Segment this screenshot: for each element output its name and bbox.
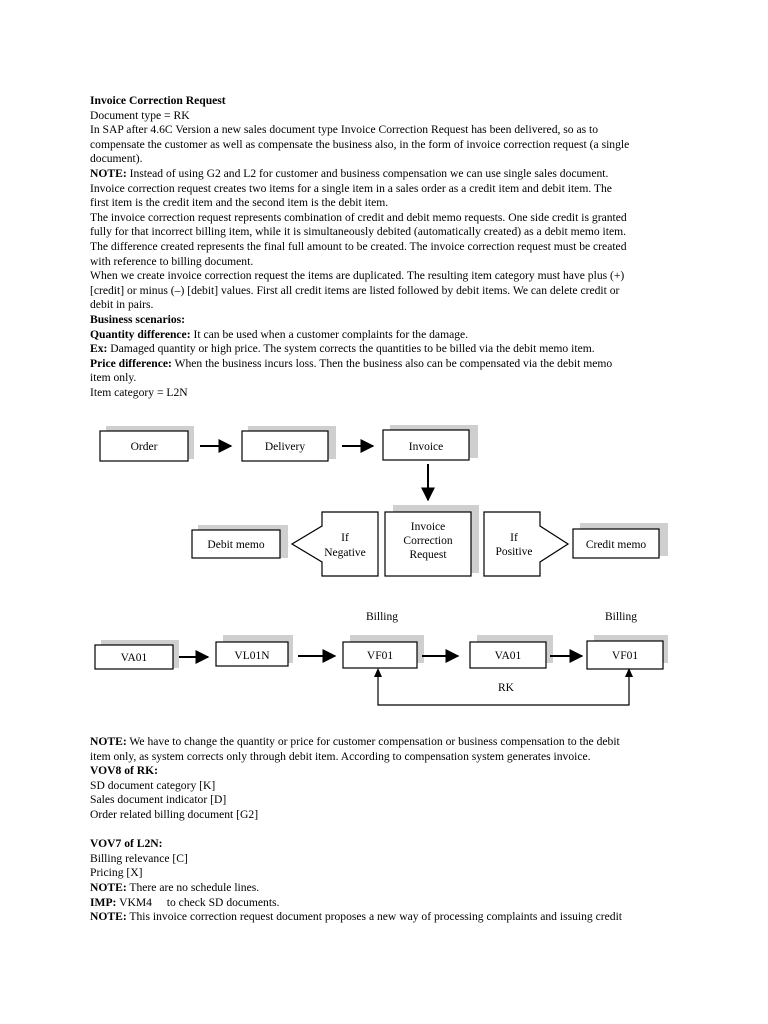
text-line (90, 837, 680, 852)
line-text: Pricing [X] (90, 866, 143, 880)
line-text: Instead of using G2 and L2 for customer and business compensation we can use single sales document. (126, 166, 609, 180)
line-text: Item category = L2N (90, 385, 188, 399)
transaction-flow-diagram (95, 611, 668, 705)
bold-lead: VOV8 of RK: (90, 764, 159, 778)
va01-label-1: VA01 (120, 652, 148, 664)
line-text: first item is the credit item and the second item is the debit item. (90, 196, 389, 210)
text-line (90, 852, 680, 867)
document-flow-diagram (100, 425, 668, 576)
line-text: Sales document indicator [D] (90, 793, 227, 807)
bold-lead: IMP: (90, 895, 117, 909)
bold-lead: NOTE: (90, 735, 127, 748)
if-positive-line1: If (510, 532, 518, 544)
bold-lead: NOTE: (90, 910, 127, 924)
line-text: The invoice correction request represents combination of credit and debit memo requests. One side credit is granted (90, 210, 627, 224)
line-text: We have to change the quantity or price for customer compensation or business compensation to the debit (126, 735, 620, 748)
line-text: The difference created represents the final full amount to be created. The invoice correction request must be created (90, 239, 627, 253)
billing-label-2: Billing (605, 611, 637, 623)
billing-label-1: Billing (366, 611, 398, 623)
line-text: Document type = RK (90, 108, 190, 122)
delivery-label: Delivery (264, 441, 306, 453)
vf01-label-2: VF01 (611, 650, 639, 662)
line-text: Order related billing document [G2] (90, 807, 259, 821)
text-line (90, 764, 680, 779)
text-line (90, 750, 680, 765)
line-text: VKM4   to check SD documents. (116, 895, 280, 909)
line-text: Billing relevance [C] (90, 851, 188, 865)
line-text: When the business incurs loss. Then the business also can be compensated via the debit memo (171, 356, 613, 370)
credit-memo-label: Credit memo (585, 539, 647, 551)
rk-arrow-left (374, 668, 382, 677)
line-text: document). (90, 152, 143, 166)
bold-lead: Quantity difference: (90, 327, 191, 341)
text-line (90, 910, 680, 925)
bold-lead: Business scenarios: (90, 312, 186, 326)
text-line (90, 808, 680, 823)
if-negative-line1: If (341, 532, 349, 544)
debit-memo-label: Debit memo (207, 539, 265, 551)
if-negative-arrow (292, 512, 378, 576)
order-label: Order (130, 441, 158, 453)
line-text: Damaged quantity or high price. The system corrects the quantities to be billed via the debit memo item. (107, 342, 595, 356)
icr-label-line1: Invoice (410, 521, 446, 533)
line-text: with reference to billing document. (90, 254, 254, 268)
bold-lead: Price difference: (90, 356, 172, 370)
line-text: item only, as system corrects only through debit item. According to compensation system generates invoice. (90, 749, 591, 763)
text-line (90, 735, 680, 750)
rk-label: RK (498, 682, 514, 694)
notes-text (90, 735, 680, 925)
icr-label-line3: Request (409, 549, 447, 561)
bold-lead: NOTE: (90, 880, 127, 894)
if-positive-line2: Positive (495, 546, 533, 558)
text-line (90, 793, 680, 808)
line-text: item only. (90, 371, 137, 385)
text-line (90, 896, 680, 911)
line-text: fully for that incorrect billing item, while it is simultaneously debited (automatically created) as a debit memo item. (90, 225, 627, 239)
va01-label-2: VA01 (494, 650, 522, 662)
line-text: This invoice correction request document proposes a new way of processing complaints and issuing credit (126, 910, 623, 924)
line-text: compensate the customer as well as compensate the business also, in the form of invoice correction request (a single (90, 137, 630, 151)
line-text: debit in pairs. (90, 298, 154, 312)
vf01-label-1: VF01 (366, 650, 394, 662)
invoice-label: Invoice (408, 441, 444, 453)
line-text: SD document category [K] (90, 778, 216, 792)
text-line (90, 779, 680, 794)
text-line (90, 881, 680, 896)
bold-lead: NOTE: (90, 166, 127, 180)
line-text: In SAP after 4.6C Version a new sales document type Invoice Correction Request has been delivered, so as to (90, 123, 599, 137)
bold-lead: VOV7 of L2N: (90, 837, 163, 851)
text-line (90, 866, 680, 881)
line-text: Invoice correction request creates two items for a single item in a sales order as a credit item and debit item. The (90, 181, 612, 195)
vl01n-label: VL01N (234, 650, 270, 662)
blank-line (90, 823, 680, 838)
line-text: When we create invoice correction request the items are duplicated. The resulting item category must have plus (+) (90, 269, 625, 283)
line-text: There are no schedule lines. (126, 880, 260, 894)
if-positive-arrow (484, 512, 568, 576)
bold-lead: Ex: (90, 342, 108, 356)
line-text: [credit] or minus (–) [debit] values. First all credit items are listed followed by debit items. We can delete credit or (90, 283, 620, 297)
icr-label-line2: Correction (403, 535, 453, 547)
line-text: It can be used when a customer complaints for the damage. (190, 327, 469, 341)
bold-lead: Invoice Correction Request (90, 94, 226, 107)
if-negative-line2: Negative (324, 547, 366, 559)
